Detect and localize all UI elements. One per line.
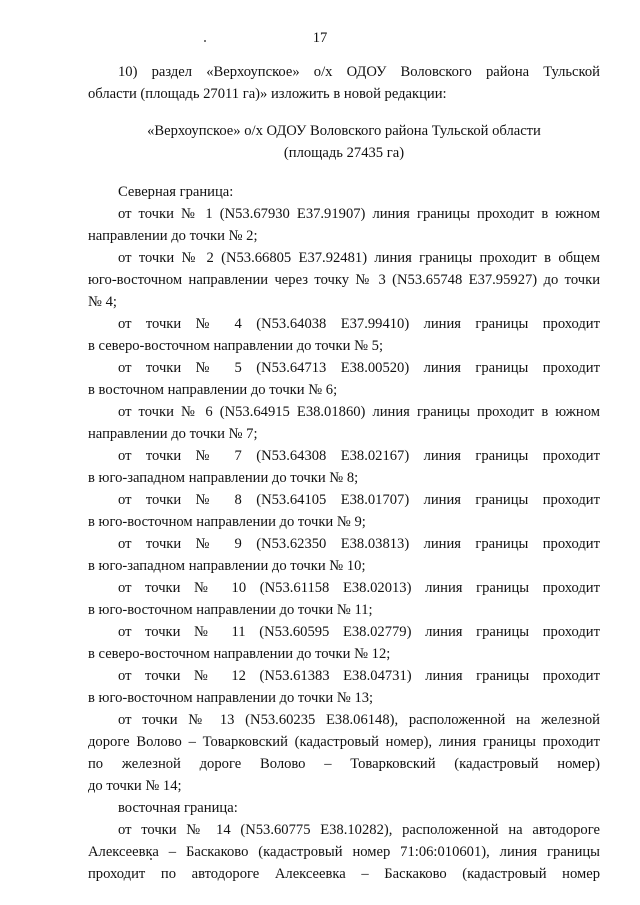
text-line: от точки № 12 (N53.61383 E38.04731) линия границы проходит <box>118 668 600 684</box>
scan-speck <box>204 40 206 42</box>
text-line: в юго-восточном направлении до точки № 9; <box>88 514 366 530</box>
text-line: направлении до точки № 7; <box>88 426 258 442</box>
text-line: направлении до точки № 2; <box>88 228 258 244</box>
text-line: до точки № 14; <box>88 778 182 794</box>
text-line: в юго-западном направлении до точки № 8; <box>88 470 359 486</box>
text-line: от точки № 4 (N53.64038 E37.99410) линия границы проходит <box>118 316 600 332</box>
text-line: от точки № 10 (N53.61158 E38.02013) линия границы проходит <box>118 580 600 596</box>
text-line: восточная граница: <box>118 800 238 816</box>
text-line: дороге Волово – Товарковский (кадастровый номер), линия границы проходит <box>88 734 600 750</box>
section-title: «Верхоупское» о/х ОДОУ Воловского района Тульской области <box>147 123 541 139</box>
text-line: от точки № 14 (N53.60775 E38.10282), расположенной на автодороге <box>118 822 600 838</box>
text-line: в юго-восточном направлении до точки № 13; <box>88 690 374 706</box>
text-line: по железной дороге Волово – Товарковский (кадастровый номер) <box>88 756 600 772</box>
text-line: проходит по автодороге Алексеевка – Баскаково (кадастровый номер <box>88 866 600 882</box>
section-subtitle: (площадь 27435 га) <box>283 145 405 161</box>
text-line: в восточном направлении до точки № 6; <box>88 382 338 398</box>
text-line: в юго-западном направлении до точки № 10; <box>88 558 366 574</box>
text-line: № 4; <box>88 294 117 310</box>
text-line: от точки № 2 (N53.66805 E37.92481) линия границы проходит в общем <box>118 250 600 266</box>
text-line: от точки № 6 (N53.64915 E38.01860) линия границы проходит в южном <box>118 404 600 420</box>
text-line: от точки № 7 (N53.64308 E38.02167) линия границы проходит <box>118 448 600 464</box>
text-line: от точки № 9 (N53.62350 E38.03813) линия границы проходит <box>118 536 600 552</box>
page-number: 17 <box>312 30 328 46</box>
text-line: в северо-восточном направлении до точки № 12; <box>88 646 391 662</box>
text-line: области (площадь 27011 га)» изложить в новой редакции: <box>88 86 447 102</box>
text-line: 10) раздел «Верхоупское» о/х ОДОУ Воловского района Тульской <box>118 64 600 80</box>
text-line: в северо-восточном направлении до точки № 5; <box>88 338 383 354</box>
text-line: от точки № 13 (N53.60235 E38.06148), расположенной на железной <box>118 712 600 728</box>
text-line: от точки № 11 (N53.60595 E38.02779) линия границы проходит <box>118 624 600 640</box>
text-line: от точки № 8 (N53.64105 E38.01707) линия границы проходит <box>118 492 600 508</box>
text-line: Северная граница: <box>118 184 234 200</box>
text-line: юго-восточном направлении через точку № 3 (N53.65748 E37.95927) до точки <box>88 272 600 288</box>
text-line: от точки № 1 (N53.67930 E37.91907) линия границы проходит в южном <box>118 206 600 222</box>
text-line: в юго-восточном направлении до точки № 11; <box>88 602 373 618</box>
text-line: Алексеевка – Баскаково (кадастровый номер 71:06:010601), линия границы <box>88 844 600 860</box>
text-line: от точки № 5 (N53.64713 E38.00520) линия границы проходит <box>118 360 600 376</box>
